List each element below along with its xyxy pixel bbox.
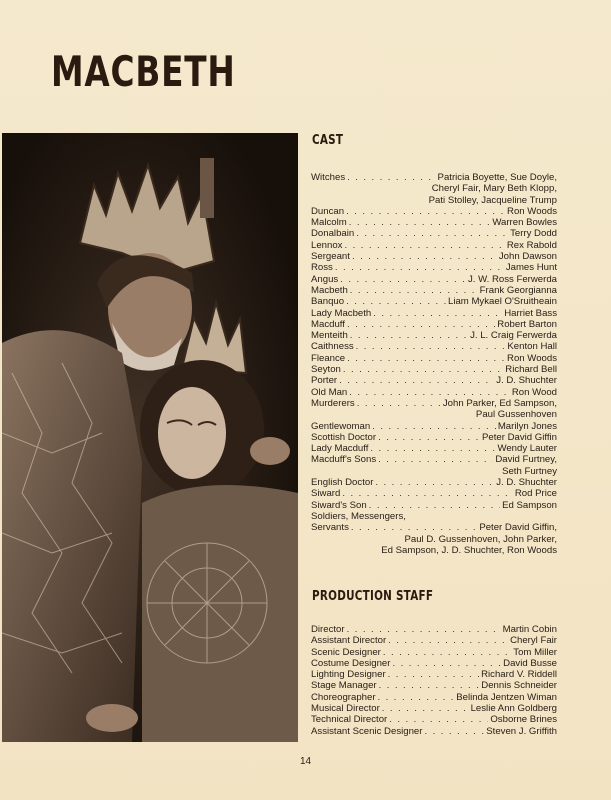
credit-row [311, 387, 557, 398]
credit-row [311, 353, 557, 364]
credit-name: Ron Wood [511, 386, 557, 398]
credit-name: Kenton Hall [507, 341, 557, 353]
dot-leader [378, 692, 455, 703]
credit-row [311, 714, 557, 725]
credit-row [311, 454, 557, 465]
dot-leader [352, 251, 497, 262]
credit-row [311, 262, 557, 273]
role-name: Lady Macduff [311, 443, 369, 455]
credit-name: David Busse [503, 657, 557, 669]
dot-leader [349, 217, 491, 228]
role-name: Siward's Son [311, 499, 367, 511]
role-name: Ross [311, 262, 333, 274]
role-name: Fleance [311, 352, 346, 364]
credit-row [311, 477, 557, 488]
credit-name: Terry Dodd [510, 228, 557, 240]
dot-leader [347, 624, 501, 635]
dot-leader [372, 421, 496, 432]
role-name: Porter [311, 375, 338, 387]
dot-leader [340, 274, 466, 285]
credit-name: Peter David Giffin [481, 431, 557, 443]
role-name: Assistant Director [311, 635, 387, 647]
credit-name: David Furtney, [495, 454, 557, 466]
role-name: English Doctor [311, 477, 374, 489]
cast-heading: CAST [312, 133, 344, 148]
credit-row [311, 398, 557, 409]
credit-name: Rod Price [514, 488, 557, 500]
dot-leader [356, 341, 506, 352]
role-name: Banquo [311, 296, 345, 308]
credit-row [311, 364, 557, 375]
role-name: Old Man [311, 386, 348, 398]
dot-leader [350, 285, 478, 296]
credit-name: J. L. Craig Ferwerda [470, 330, 557, 342]
credit-name: Belinda Jentzen Wiman [456, 691, 557, 703]
dot-leader [388, 635, 508, 646]
credit-row [311, 251, 557, 262]
credit-name: Robert Barton [497, 318, 557, 330]
role-name: Murderers [311, 397, 355, 409]
credit-row [311, 680, 557, 691]
dot-leader [347, 319, 495, 330]
role-name: Director [311, 624, 345, 635]
credit-name: Ron Woods [507, 352, 557, 364]
dot-leader [373, 308, 502, 319]
credit-row [311, 240, 557, 251]
credit-name: John Parker, Ed Sampson, [442, 397, 557, 409]
dot-leader [375, 477, 494, 488]
credit-name: Patricia Boyette, Sue Doyle, [437, 172, 557, 183]
role-name: Macbeth [311, 284, 348, 296]
credit-continuation: Paul Gussenhoven [475, 409, 557, 421]
credit-row [311, 375, 557, 386]
credit-row [311, 285, 557, 296]
credit-row [311, 658, 557, 669]
credit-name: Tom Miller [513, 646, 557, 658]
credit-name: Cheryl Fair [510, 635, 557, 647]
role-name: Choreographer [311, 691, 376, 703]
credit-name: Richard Bell [505, 364, 557, 376]
credit-row [311, 217, 557, 228]
photo-illustration [2, 133, 298, 742]
credit-row [311, 421, 557, 432]
role-name: Angus [311, 273, 339, 285]
role-name: Witches [311, 172, 346, 183]
credit-name: Osborne Brines [490, 714, 557, 726]
role-name: Scottish Doctor [311, 431, 377, 443]
dot-leader [342, 488, 513, 499]
production-staff-list [311, 624, 557, 737]
role-name: Gentlewoman [311, 420, 371, 432]
credit-continuation: Ed Sampson, J. D. Shuchter, Ron Woods [381, 544, 557, 556]
role-name: Stage Manager [311, 680, 377, 692]
dot-leader [382, 703, 469, 714]
credit-name: James Hunt [505, 262, 557, 274]
credit-name: Marilyn Jones [497, 420, 557, 432]
credit-row [311, 522, 557, 533]
credit-name: Ron Woods [507, 205, 557, 217]
credit-row [311, 341, 557, 352]
role-name: Scenic Designer [311, 646, 381, 658]
dot-leader [378, 454, 493, 465]
dot-leader [392, 658, 501, 669]
role-name: Lennox [311, 239, 343, 251]
dot-leader [351, 522, 477, 533]
dot-leader [335, 262, 504, 273]
dot-leader [378, 432, 480, 443]
credit-row [311, 488, 557, 499]
credit-row [311, 319, 557, 330]
credit-name: Liam Mykael O'Sruitheain [447, 296, 557, 308]
dot-leader [383, 647, 511, 658]
credit-row [311, 296, 557, 307]
credit-row [311, 330, 557, 341]
credit-name: Richard V. Riddell [481, 669, 557, 681]
credit-name: Peter David Giffin, [479, 522, 557, 534]
dot-leader [424, 726, 484, 737]
role-name: Lady Macbeth [311, 307, 372, 319]
soldiers-line: Soldiers, Messengers, [311, 510, 406, 522]
dot-leader [349, 387, 510, 398]
page-title: MACBETH [51, 47, 236, 96]
credit-row [311, 206, 557, 217]
dot-leader [347, 172, 435, 183]
dot-leader [344, 240, 504, 251]
dot-leader [356, 228, 508, 239]
dot-leader [369, 500, 500, 511]
dot-leader [389, 714, 488, 725]
credit-continuation: Cheryl Fair, Mary Beth Klopp, [431, 183, 557, 195]
dot-leader [370, 443, 495, 454]
credit-name: Rex Rabold [506, 239, 557, 251]
role-name: Duncan [311, 205, 345, 217]
credit-row [311, 692, 557, 703]
role-name: Menteith [311, 330, 348, 342]
dot-leader [339, 375, 494, 386]
role-name: Seyton [311, 364, 341, 376]
credit-row [311, 635, 557, 646]
role-name: Servants [311, 522, 349, 534]
production-photo [2, 133, 298, 742]
credit-name: Steven J. Griffith [486, 725, 557, 737]
credit-continuation: Seth Furtney [502, 465, 557, 477]
credit-name: Ed Sampson [502, 499, 557, 511]
credit-row [311, 308, 557, 319]
credit-row [311, 669, 557, 680]
role-name: Lighting Designer [311, 669, 386, 681]
credit-row [311, 172, 557, 183]
dot-leader [388, 669, 479, 680]
credit-name: Martin Cobin [502, 624, 557, 635]
credit-row [311, 726, 557, 737]
credit-name: Frank Georgianna [479, 284, 557, 296]
credit-row [311, 624, 557, 635]
role-name: Donalbain [311, 228, 355, 240]
credit-name: J. D. Shuchter [496, 375, 557, 387]
credit-name: J. W. Ross Ferwerda [467, 273, 557, 285]
role-name: Siward [311, 488, 341, 500]
role-name: Caithness [311, 341, 354, 353]
production-staff-heading: PRODUCTION STAFF [312, 589, 434, 604]
role-name: Musical Director [311, 703, 380, 715]
credit-continuation: Paul D. Gussenhoven, John Parker, [404, 533, 557, 545]
dot-leader [343, 364, 503, 375]
credit-row [311, 274, 557, 285]
cast-list [311, 172, 557, 556]
credit-name: Harriet Bass [504, 307, 557, 319]
role-name: Technical Director [311, 714, 388, 726]
credit-name: J. D. Shuchter [496, 477, 557, 489]
role-name: Malcolm [311, 217, 347, 229]
credit-row [311, 443, 557, 454]
dot-leader [347, 353, 505, 364]
credit-name: Warren Bowles [492, 217, 557, 229]
role-name: Macduff's Sons [311, 454, 377, 466]
credit-row [311, 647, 557, 658]
credit-name: Dennis Schneider [481, 680, 557, 692]
dot-leader [357, 398, 441, 409]
role-name: Costume Designer [311, 657, 391, 669]
credit-name: Leslie Ann Goldberg [470, 703, 557, 715]
dot-leader [379, 680, 480, 691]
dot-leader [346, 206, 505, 217]
credit-row [311, 703, 557, 714]
credit-continuation: Pati Stolley, Jacqueline Trump [428, 194, 557, 206]
credit-row [311, 432, 557, 443]
credit-row [311, 228, 557, 239]
page-number: 14 [299, 756, 312, 767]
credit-row [311, 500, 557, 511]
dot-leader [350, 330, 468, 341]
role-name: Macduff [311, 318, 345, 330]
role-name: Assistant Scenic Designer [311, 725, 423, 737]
dot-leader [346, 296, 446, 307]
role-name: Sergeant [311, 251, 350, 263]
credit-name: John Dawson [498, 251, 557, 263]
credit-name: Wendy Lauter [497, 443, 557, 455]
